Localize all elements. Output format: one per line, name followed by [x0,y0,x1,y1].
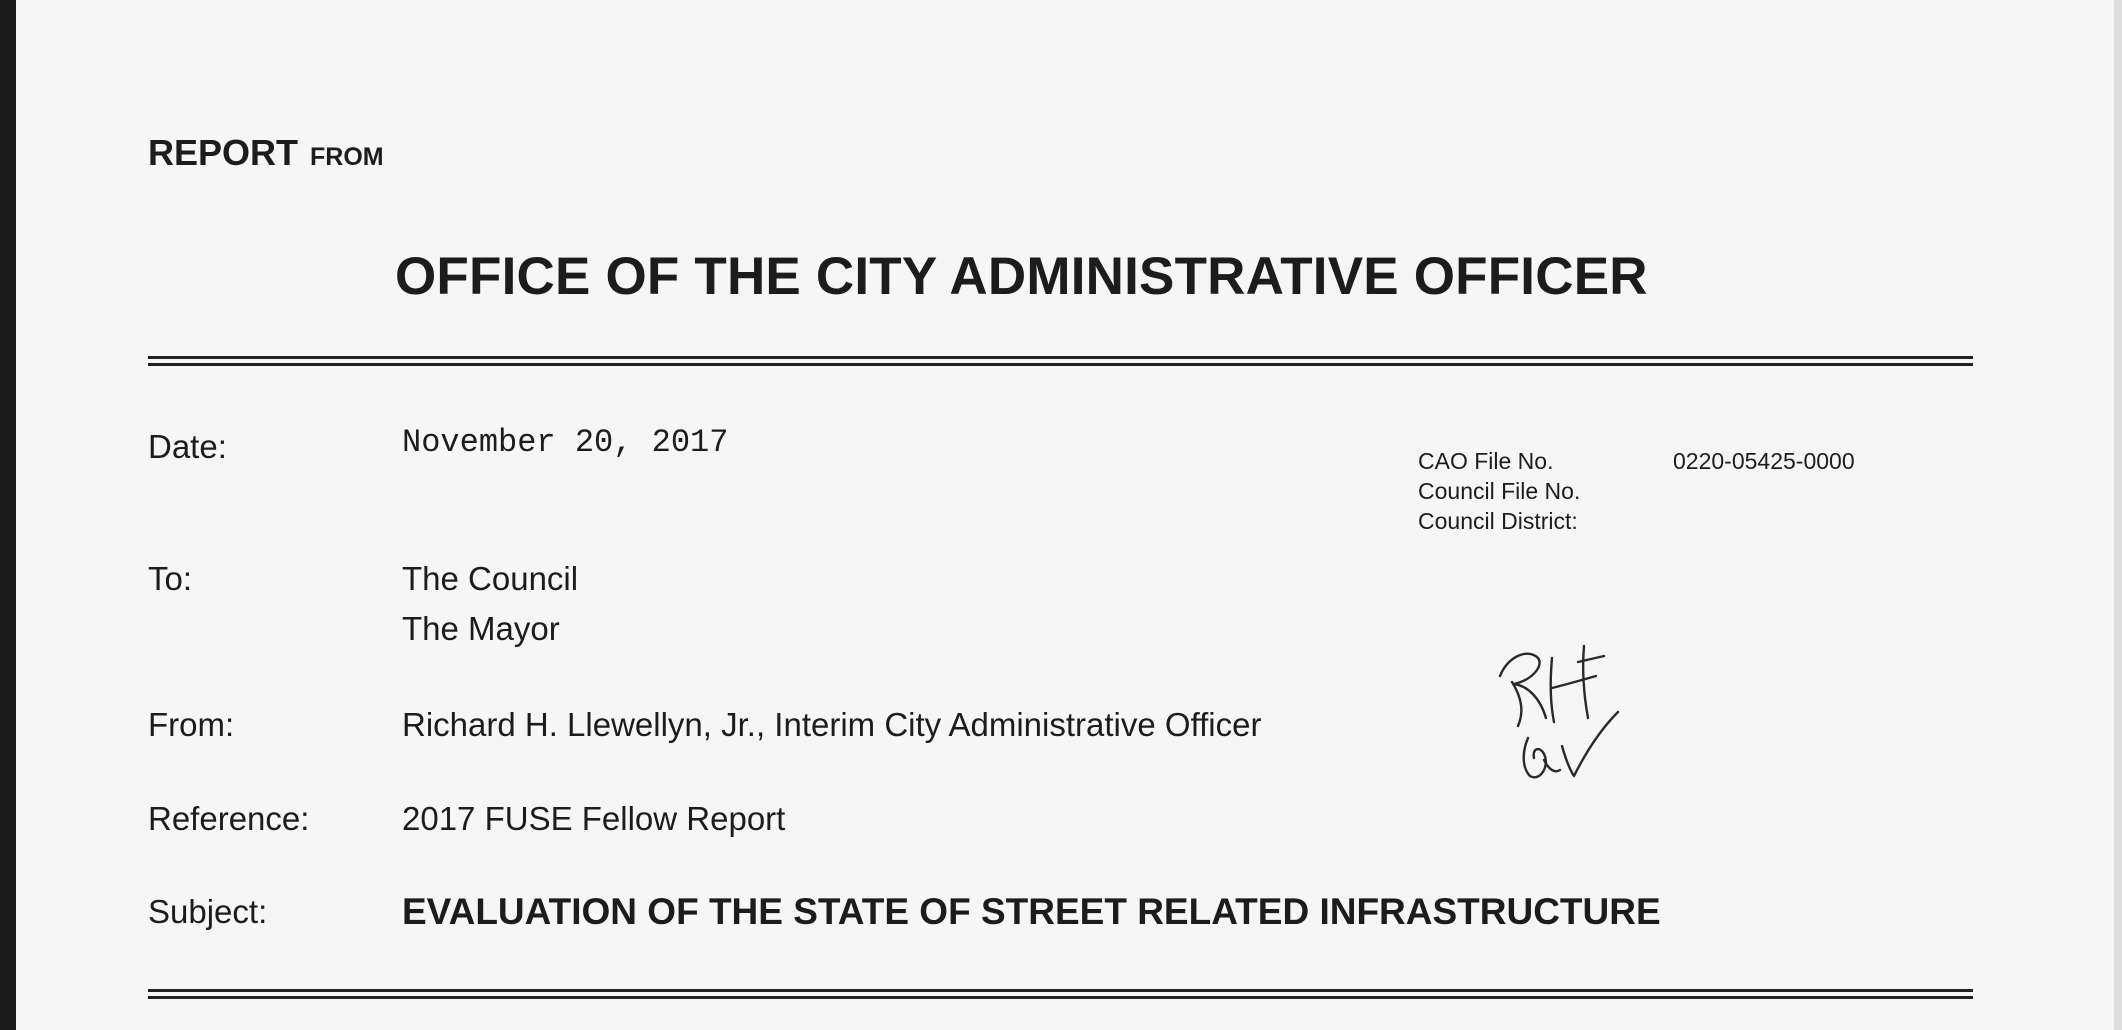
top-divider-line-2 [148,363,1973,366]
to-recipient-council: The Council [402,560,579,597]
report-word: REPORT [148,132,299,173]
office-title: OFFICE OF THE CITY ADMINISTRATIVE OFFICER [395,247,1648,306]
reference-value: 2017 FUSE Fellow Report [402,800,786,837]
council-file-label: Council File No. [1418,478,1581,504]
date-value: November 20, 2017 [402,424,729,461]
bottom-divider-line [148,989,1973,992]
file-info-labels [1418,446,1580,536]
report-from-heading [148,132,384,174]
cao-file-label: CAO File No. [1418,448,1554,474]
date-label: Date: [148,428,227,465]
from-value: Richard H. Llewellyn, Jr., Interim City Administrative Officer [402,706,1262,743]
to-label: To: [148,560,193,597]
reference-label: Reference: [148,800,310,837]
subject-value: EVALUATION OF THE STATE OF STREET RELATED INFRASTRUCTURE [402,891,1661,932]
council-district-label: Council District: [1418,508,1578,534]
top-divider-line [148,356,1973,359]
scan-left-border [0,0,16,1030]
cao-file-value: 0220-05425-0000 [1673,448,1855,474]
handwritten-initials-signature [1488,636,1638,786]
from-word: FROM [310,143,384,171]
from-label: From: [148,706,235,743]
scan-right-edge [2114,0,2122,1030]
subject-label: Subject: [148,893,268,930]
to-recipient-mayor: The Mayor [402,610,560,647]
bottom-divider-line-2 [148,996,1973,999]
